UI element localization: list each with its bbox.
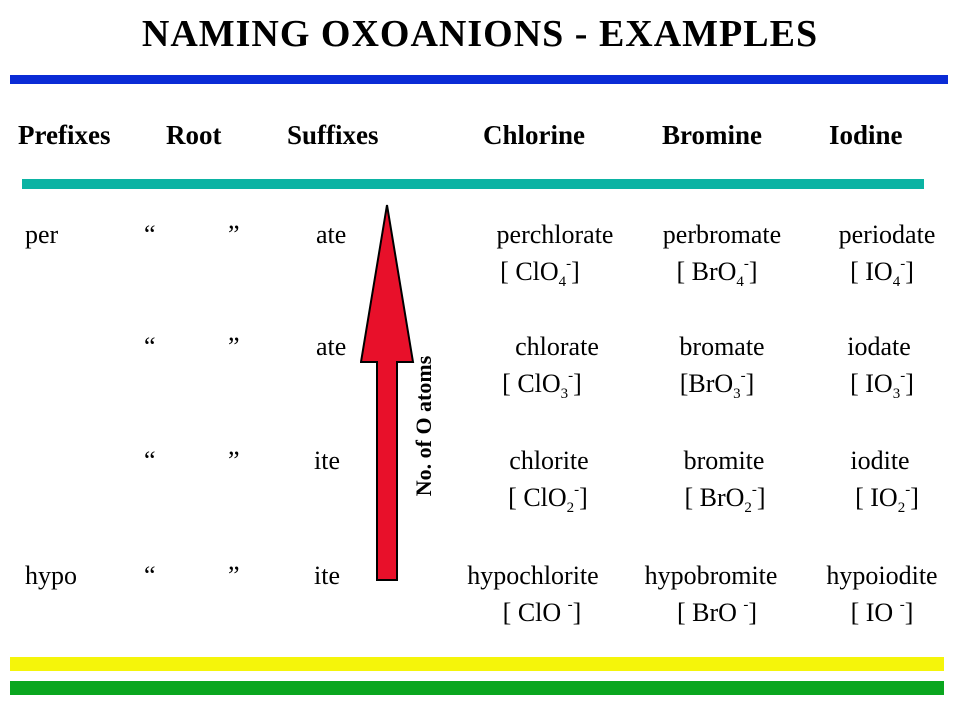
chlorine-formula — [500, 256, 580, 290]
bromine-name: bromite — [683, 446, 765, 475]
root-close-quote: ” — [228, 220, 240, 249]
chlorine-name: hypochlorite — [467, 561, 599, 590]
formula-charge: - — [743, 597, 749, 613]
iodine-name: hypoiodite — [826, 561, 938, 590]
header-chlorine: Chlorine — [483, 120, 586, 150]
formula-close-bracket: ] — [745, 369, 755, 398]
title-underline-bar — [10, 75, 948, 84]
header-bromine: Bromine — [662, 120, 762, 150]
formula-charge: - — [900, 256, 906, 272]
root-open-quote: “ — [144, 561, 156, 590]
formula-close-bracket: ] — [571, 257, 580, 286]
formula-subscript: 2 — [566, 500, 575, 516]
root-close-quote: ” — [228, 561, 240, 590]
iodine-name: iodite — [850, 446, 910, 475]
formula-close-bracket: ] — [579, 483, 588, 512]
formula-subscript: 3 — [892, 386, 901, 402]
header-prefixes: Prefixes — [18, 120, 111, 150]
formula-base: [ ClO — [502, 369, 561, 398]
chlorine-formula — [502, 368, 582, 402]
formula-charge: - — [751, 482, 757, 498]
formula-base: [ BrO — [684, 483, 745, 512]
formula-base: [ BrO — [676, 598, 744, 627]
iodine-name: periodate — [838, 220, 936, 249]
formula-charge: - — [899, 597, 905, 613]
chlorine-name: chlorate — [515, 332, 599, 361]
formula-base: [ BrO — [676, 257, 737, 286]
prefix-cell: per — [25, 220, 59, 249]
formula-charge: - — [574, 482, 580, 498]
formula-base: [ IO — [850, 598, 900, 627]
iodine-name: iodate — [847, 332, 911, 361]
footer-yellow-bar — [10, 657, 944, 671]
formula-subscript: 4 — [558, 274, 567, 290]
iodine-formula — [851, 598, 914, 628]
root-open-quote: “ — [144, 446, 156, 475]
formula-subscript: 4 — [892, 274, 901, 290]
formula-charge: - — [905, 482, 911, 498]
root-open-quote: “ — [144, 332, 156, 361]
formula-base: [ IO — [850, 257, 893, 286]
formula-charge: - — [743, 256, 749, 272]
formula-subscript: 2 — [897, 500, 906, 516]
formula-base: [ IO — [850, 369, 893, 398]
bromine-formula — [684, 482, 766, 516]
bromine-formula — [676, 256, 758, 290]
formula-close-bracket: ] — [910, 483, 919, 512]
suffix-cell: ite — [314, 561, 340, 590]
formula-subscript: 3 — [733, 386, 741, 402]
formula-close-bracket: ] — [756, 483, 766, 512]
arrow-up-icon — [361, 205, 413, 580]
bromine-name: perbromate — [662, 220, 782, 249]
formula-charge: - — [740, 368, 746, 384]
formula-base: [ ClO — [508, 483, 567, 512]
header-suffixes: Suffixes — [287, 120, 379, 150]
arrow-label: No. of O atoms — [411, 355, 436, 497]
formula-charge: - — [567, 597, 573, 613]
formula-base: [ ClO — [500, 257, 559, 286]
formula-close-bracket: ] — [905, 369, 914, 398]
root-close-quote: ” — [228, 332, 240, 361]
header-divider-bar — [22, 179, 924, 189]
chlorine-formula — [503, 598, 582, 628]
formula-close-bracket: ] — [748, 598, 758, 627]
formula-charge: - — [900, 368, 906, 384]
iodine-formula — [850, 368, 914, 402]
formula-subscript: 3 — [560, 386, 569, 402]
bromine-name: bromate — [679, 332, 765, 361]
bromine-formula — [679, 368, 755, 402]
prefix-cell: hypo — [25, 561, 77, 590]
formula-charge: - — [566, 256, 572, 272]
iodine-formula — [855, 482, 919, 516]
formula-base: [ IO — [855, 483, 898, 512]
chlorine-formula — [508, 482, 588, 516]
page-title: NAMING OXOANIONS - EXAMPLES — [141, 13, 819, 55]
footer-green-bar — [10, 681, 944, 695]
formula-close-bracket: ] — [573, 369, 582, 398]
formula-base: [ ClO — [502, 598, 568, 627]
bromine-formula — [677, 598, 757, 628]
formula-close-bracket: ] — [905, 257, 914, 286]
formula-close-bracket: ] — [572, 598, 582, 627]
bromine-name: hypobromite — [644, 561, 778, 590]
header-iodine: Iodine — [829, 120, 903, 150]
chlorine-name: perchlorate — [496, 220, 614, 249]
iodine-formula — [850, 256, 914, 290]
suffix-cell: ate — [316, 220, 347, 249]
root-close-quote: ” — [228, 446, 240, 475]
suffix-cell: ate — [316, 332, 347, 361]
suffix-cell: ite — [314, 446, 340, 475]
formula-charge: - — [568, 368, 574, 384]
formula-subscript: 2 — [744, 500, 752, 516]
formula-base: [BrO — [679, 369, 734, 398]
formula-close-bracket: ] — [748, 257, 758, 286]
root-open-quote: “ — [144, 220, 156, 249]
header-root: Root — [166, 120, 222, 150]
formula-subscript: 4 — [736, 274, 744, 290]
chlorine-name: chlorite — [509, 446, 589, 475]
formula-close-bracket: ] — [904, 598, 914, 627]
